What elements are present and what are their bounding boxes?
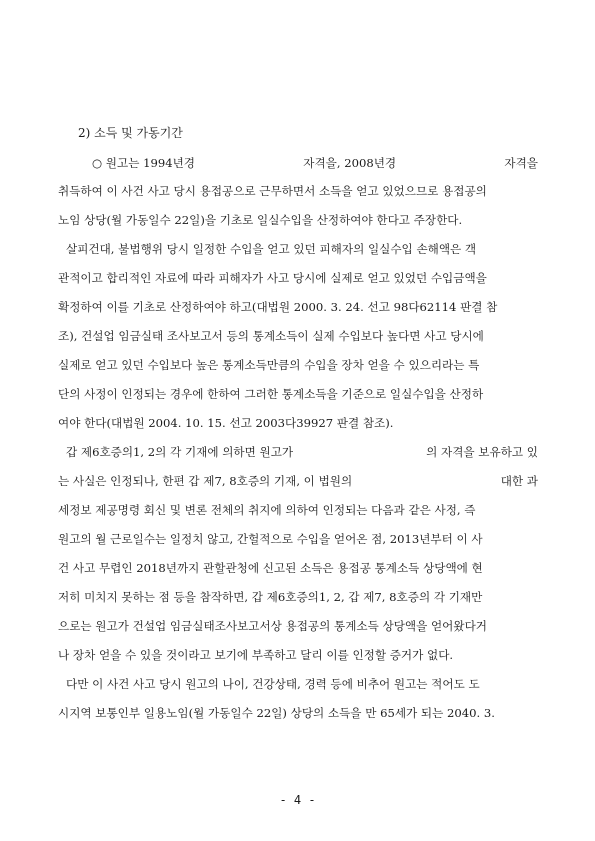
text-line (92, 155, 538, 171)
text-line (58, 473, 538, 489)
text-segment: ○ 원고는 1994년경 (92, 156, 195, 170)
text-line: 실제로 얻고 있던 수입보다 높은 통계소득만큼의 수입을 장차 얻을 수 있으리라는 특 (58, 358, 480, 372)
text-segment: 갑 제6호증의1, 2의 각 기재에 의하면 원고가 (66, 445, 294, 459)
text-segment: 의 자격을 보유하고 있 (426, 445, 538, 459)
text-line: 노임 상당(월 가동일수 22일)을 기초로 일실수입을 산정하여야 한다고 주장한다. (58, 213, 463, 227)
text-line: 취득하여 이 사건 사고 당시 용접공으로 근무하면서 소득을 얻고 있었으므로 용접공의 (58, 184, 487, 198)
text-line: 세정보 제공명령 회신 및 변론 전체의 취지에 의하여 인정되는 다음과 같은 사정, 즉 (58, 503, 476, 517)
text-line: 살피건대, 불법행위 당시 일정한 수입을 얻고 있던 피해자의 일실수입 손해액은 객 (66, 242, 477, 256)
text-segment: 자격을, 2008년경 (303, 156, 397, 170)
text-segment: 는 사실은 인정되나, 한편 갑 제7, 8호증의 기재, 이 법원의 (58, 474, 353, 488)
text-line: 조), 건설업 임금실태 조사보고서 등의 통계소득이 실제 수입보다 높다면 사고 당시에 (58, 329, 484, 343)
text-line: 원고의 월 근로일수는 일정치 않고, 간헐적으로 수입을 얻어온 점, 2013년부터 이 사 (58, 532, 483, 546)
text-line: 확정하여 이를 기초로 산정하여야 하고(대법원 2000. 3. 24. 선고 98다62114 판결 참 (58, 300, 498, 314)
text-line: 저히 미치지 못하는 점 등을 참작하면, 갑 제6호증의1, 2, 갑 제7, 8호증의 각 기재만 (58, 590, 483, 604)
text-segment: 자격을 (504, 156, 538, 170)
text-line: 여야 한다(대법원 2004. 10. 15. 선고 2003다39927 판결 참조). (58, 416, 394, 430)
text-line: 관적이고 합리적인 자료에 따라 피해자가 사고 당시에 실제로 얻고 있었던 수입금액을 (58, 271, 487, 285)
text-line: 단의 사정이 인정되는 경우에 한하여 그러한 통계소득을 기준으로 일실수입을 산정하 (58, 387, 484, 401)
page-number: - 4 - (279, 793, 316, 807)
text-line: 으로는 원고가 건설업 임금실태조사보고서상 용접공의 통계소득 상당액을 얻어왔다거 (58, 619, 487, 633)
text-line: 시지역 보통인부 일용노임(월 가동일수 22일) 상당의 소득을 만 65세가 되는 2040. 3. (58, 706, 495, 720)
text-line: 다만 이 사건 사고 당시 원고의 나이, 건강상태, 경력 등에 비추어 원고는 적어도 도 (66, 677, 480, 691)
text-line (66, 444, 538, 460)
text-line: 나 장차 얻을 수 있을 것이라고 보기에 부족하고 달리 이를 인정할 증거가 없다. (58, 648, 454, 662)
text-line: 건 사고 무렵인 2018년까지 관할관청에 신고된 소득은 용접공 통계소득 상당액에 현 (58, 561, 483, 575)
section-heading: 2) 소득 및 가동기간 (78, 126, 183, 140)
text-segment: 대한 과 (500, 474, 538, 488)
